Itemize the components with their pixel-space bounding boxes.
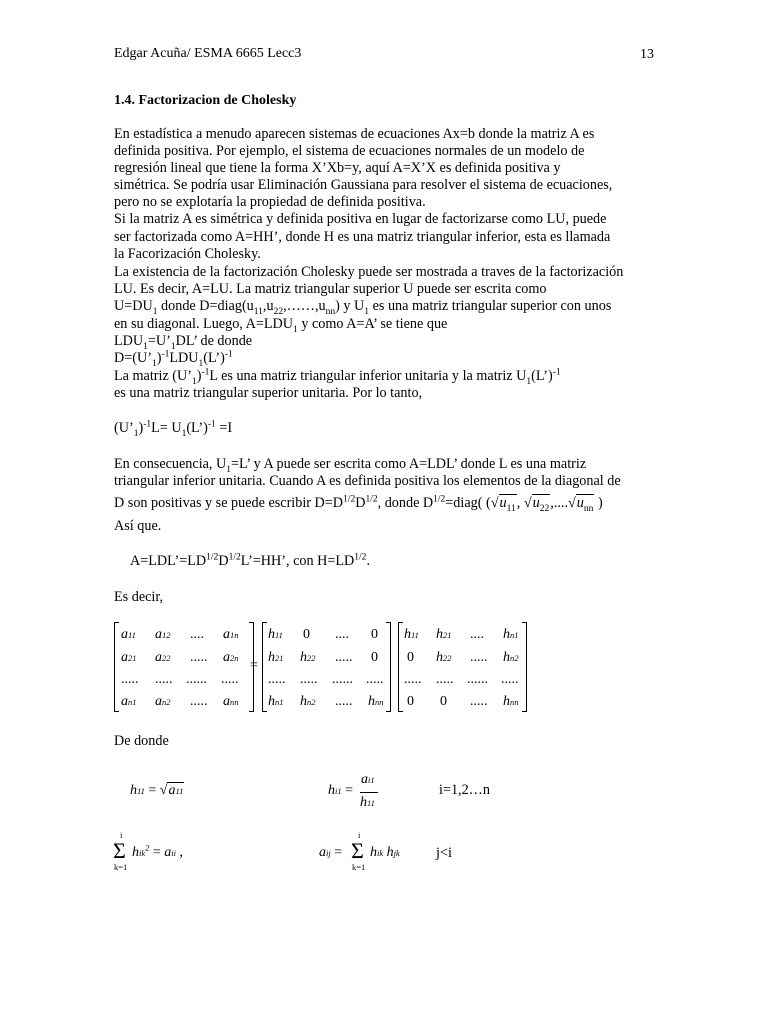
- hh-equation: $A=LDL’=LD^{1/2}D^{1/2}L’=HH$’, con $H=LD^{1/2}$.: [130, 552, 370, 569]
- index-condition: j<i: [436, 845, 452, 861]
- text-line: definida positiva. Por ejemplo, el sistema de ecuaciones normales de un modelo de: [114, 143, 585, 159]
- index-range: i=1,2…n: [439, 782, 490, 798]
- text-line: es una matriz triangular superior unitaria. Por lo tanto,: [114, 385, 423, 401]
- text-line: regresión lineal que tiene la forma X’Xb=y, aquí A=X’X es definida positiva y: [114, 160, 561, 176]
- text-line: En estadística a menudo aparecen sistemas de ecuaciones Ax=b donde la matriz A es: [114, 126, 595, 142]
- text-line: ser factorizada como A=HH’, donde H es una matriz triangular inferior, esta es llamada: [114, 229, 611, 245]
- section-title: 1.4. Factorizacion de Cholesky: [114, 93, 297, 108]
- text-line: triangular inferior unitaria. Cuando A es definida positiva los elementos de la diagonal de: [114, 473, 621, 489]
- text-line: Es decir,: [114, 589, 164, 605]
- text-line: pero no se explotaría la propiedad de definida positiva.: [114, 194, 426, 210]
- text-line: la Facorización Cholesky.: [114, 246, 261, 262]
- running-header: Edgar Acuña/ ESMA 6665 Lecc3: [114, 46, 302, 61]
- matrix-unit-line: La matriz $(U’_1)^{-1}L$ es una matriz triangular inferior unitaria y la matriz $U_1(L’)^{-1}$: [114, 367, 561, 387]
- diagonal-line: en su diagonal. Luego, $A=LDU_1$ y como A=A’ se tiene que: [114, 316, 448, 335]
- text-line: La existencia de la factorización Cholesky puede ser mostrada a traves de la factorización: [114, 264, 624, 280]
- consequence-line: En consecuencia, $U_1=L$’ y A puede ser escrita como A=LDL’ donde L es una matriz: [114, 456, 587, 475]
- sqrt-diag-line: D son positivas y se puede escribir $D=D^{1/2}D^{1/2}$, donde $D^{1/2}=diag$( ($√u_{11}$, $√u_{22},....√u_{nn}$ ): [114, 494, 603, 514]
- d-equation-line: $D=(U’_1)^{-1}LDU_1(L’)^{-1}$: [114, 349, 233, 369]
- page-number: 13: [640, 47, 654, 62]
- text-line: Así que.: [114, 518, 162, 534]
- text-line: De donde: [114, 733, 169, 749]
- text-line: LU. Es decir, A=LU. La matriz triangular superior U puede ser escrita como: [114, 281, 547, 297]
- ldu-line: $LDU_1=U’_1DL$’ de donde: [114, 333, 253, 352]
- text-line: Si la matriz A es simétrica y definida positiva en lugar de factorizarse como LU, puede: [114, 211, 607, 227]
- identity-equation: $(U’_1)^{-1}L=$ $U_1(L’)^{-1} =I$: [114, 419, 233, 439]
- u-definition-line: $U=DU_1$ donde $D=diag(u_{11},u_{22},\dots\dots,u_{nn})$ y $U_1$ es una matriz triangular superior con unos: [114, 298, 612, 317]
- text-line: simétrica. Se podría usar Eliminación Gaussiana para resolver el sistema de ecuaciones,: [114, 177, 613, 193]
